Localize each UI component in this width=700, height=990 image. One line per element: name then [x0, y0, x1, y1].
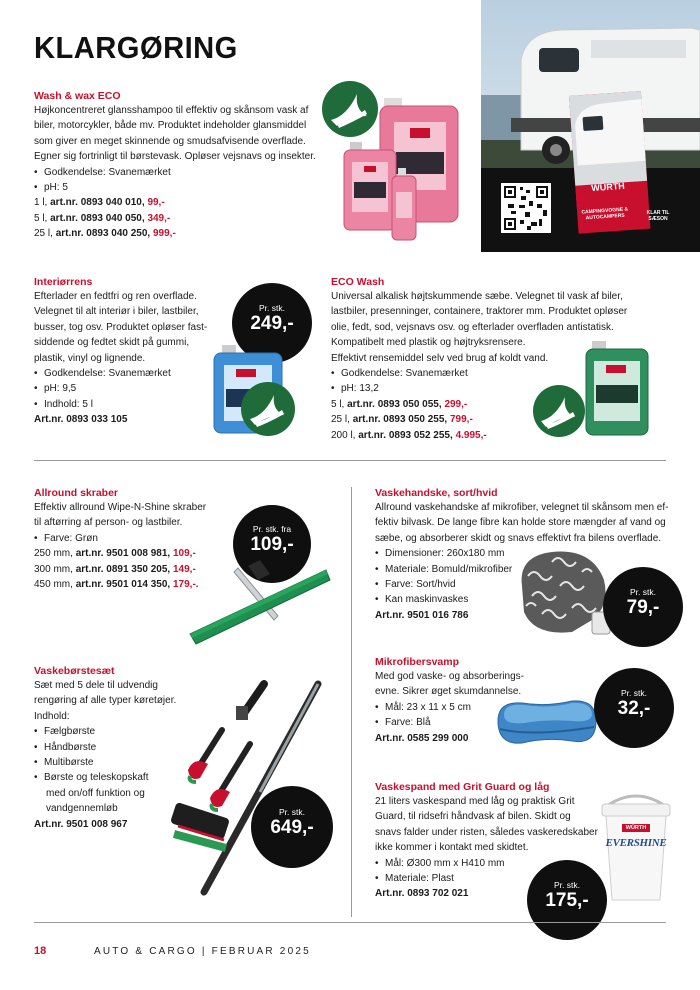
desc-line: olie, fedt, sod, vejsnavs osv. og efterlader overfladen antistatisk.	[331, 321, 614, 333]
desc-line: plastik, vinyl og lignende.	[34, 352, 146, 364]
product-wash-wax	[34, 89, 316, 242]
variant-row: 5 l, art.nr. 0893 040 050, 349,-	[34, 212, 171, 224]
bullet: • Farve: Sort/hvid	[375, 577, 668, 592]
price-badge	[594, 668, 674, 748]
desc-line: som giver en meget skinnende og smudsafvisende overflade.	[34, 135, 306, 147]
bullet: • Godkendelse: Svanemærket	[34, 366, 207, 381]
desc-line: Efterlader en fedtfri og ren overflade.	[34, 291, 197, 302]
bullet: • Håndbørste	[34, 740, 176, 755]
product-title: Vaskehandske, sort/hvid	[375, 487, 498, 499]
price-label: Pr. stk.	[259, 303, 285, 313]
product-title: Vaskespand med Grit Guard og låg	[375, 781, 550, 793]
variant-row: 300 mm, art.nr. 0891 350 205, 149,-	[34, 563, 196, 575]
desc-line: til aftørring af person- og lastbiler.	[34, 517, 183, 529]
desc-line: Egner sig fortrinligt til børstevask. Opløser vejsnavs og insekter.	[34, 151, 316, 163]
price-value: 32,-	[617, 698, 651, 719]
bullet: • Farve: Grøn	[34, 531, 206, 546]
product-skraber	[34, 486, 206, 592]
desc-line: Velegnet til alt interiør i biler, lastbiler,	[34, 306, 199, 318]
product-borstesaet	[34, 664, 176, 832]
product-title: Allround skraber	[34, 487, 119, 499]
wash-mitt-image	[512, 546, 612, 636]
product-title: Interiørrens	[34, 276, 93, 288]
desc-line: Effektiv allround Wipe-N-Shine skraber	[34, 502, 207, 513]
desc-line: lastbiler, presenninger, containere, traktorer mm. Produktet opløser	[331, 306, 628, 318]
product-title: ECO Wash	[331, 276, 385, 288]
bullet: • pH: 5	[34, 180, 316, 195]
article-number: Art.nr. 0893 033 105	[34, 414, 128, 426]
variant-row: 25 l, art.nr. 0893 050 255, 799,-	[331, 414, 473, 426]
bullet: • Multibørste	[34, 755, 176, 770]
promo-brand: WÜRTH	[590, 180, 626, 194]
bullet: • Dimensioner: 260x180 mm	[375, 546, 668, 561]
article-number: Art.nr. 0585 299 000	[375, 732, 469, 744]
bullet-continued: med on/off funktion og	[46, 787, 145, 799]
variant-row: 1 l, art.nr. 0893 040 010, 99,-	[34, 197, 165, 209]
price-label: Pr. stk.	[279, 807, 305, 817]
price-label: Pr. stk.	[554, 880, 580, 890]
eco-wash-canister-image	[584, 341, 650, 437]
variant-row: 25 l, art.nr. 0893 040 250, 999,-	[34, 228, 176, 240]
promo-booklet-title: CAMPINGVOGNE & AUTOCAMPERS	[581, 206, 629, 222]
variant-row: 5 l, art.nr. 0893 050 055, 299,-	[331, 398, 468, 410]
footer-text: AUTO & CARGO | FEBRUAR 2025	[94, 946, 311, 957]
desc-line: Universal alkalisk højtskummende sæbe. Velegnet til vask af biler,	[331, 291, 623, 302]
page-number: 18	[34, 945, 47, 957]
price-value: 79,-	[626, 597, 660, 618]
desc-line: rengøring af alle typer køretøjer.	[34, 695, 177, 707]
swan-ecolabel-icon	[532, 384, 586, 438]
bucket-brand: EVERSHINE	[605, 837, 667, 849]
price-value: 249,-	[250, 313, 294, 334]
bullet: • pH: 13,2	[331, 381, 627, 396]
price-label: Pr. stk. fra	[252, 524, 292, 534]
bucket-maker: WÜRTH	[625, 825, 647, 831]
bullet-continued: vandgennemløb	[46, 803, 118, 815]
desc-line: Guard, til ridsefri håndvask af bilen. Skidt og	[375, 811, 571, 823]
price-label: Pr. stk.	[630, 587, 656, 597]
section-divider	[34, 460, 666, 461]
bullet: • Fælgbørste	[34, 724, 176, 739]
desc-line: evne. Sikrer øget skumdannelse.	[375, 686, 522, 698]
price-value: 649,-	[270, 817, 314, 838]
desc-line: sæbe, og absorberer skidt og snavs effektivt fra bilens overflade.	[375, 532, 662, 544]
price-value: 109,-	[250, 534, 294, 555]
desc-line: ikke kommer i kontakt med skidtet.	[375, 842, 529, 854]
product-title: Vaskebørstesæt	[34, 665, 115, 677]
variant-row: 200 l, art.nr. 0893 052 255, 4.995,-	[331, 429, 487, 441]
product-title: Mikrofibersvamp	[375, 656, 460, 668]
product-interior	[34, 275, 207, 428]
desc-line: Sæt med 5 dele til udvendig	[34, 680, 158, 691]
bullet: • Godkendelse: Svanemærket	[34, 165, 316, 180]
desc-line: snavs falder under risten, således vaskeredskaber	[375, 826, 598, 838]
desc-line: Højkoncentreret glansshampoo til effektiv og skånsom vask af	[34, 105, 309, 116]
bullet: • Mål: 23 x 11 x 5 cm	[375, 700, 524, 715]
desc-line: Med god vaske- og absorberings-	[375, 671, 524, 682]
footer-divider	[34, 922, 666, 923]
bullet: • Godkendelse: Svanemærket	[331, 366, 627, 381]
bullet: • Mål: Ø300 mm x H410 mm	[375, 856, 598, 871]
promo-booklet-tag: KLAR TIL SÆSON	[646, 210, 670, 222]
bullet: • pH: 9,5	[34, 381, 207, 396]
bullet: • Farve: Blå	[375, 715, 524, 730]
price-badge	[527, 860, 607, 940]
swan-ecolabel-icon	[240, 381, 296, 437]
price-value: 175,-	[545, 890, 589, 911]
bullet: • Materiale: Plast	[375, 871, 598, 886]
article-number: Art.nr. 9501 016 786	[375, 609, 469, 621]
bullet: • Indhold: 5 l	[34, 397, 207, 412]
desc-line: fektiv bilvask. De lange fibre kan holde store mængder af vand og	[375, 517, 666, 529]
desc-line: biler, motorcykler, både mv. Produktet indeholder glansmiddel	[34, 120, 307, 132]
price-badge	[251, 786, 333, 868]
desc-line: Effektivt rensemiddel selv ved brug af koldt vand.	[331, 352, 549, 364]
variant-row: 450 mm, art.nr. 9501 014 350, 179,-.	[34, 579, 199, 591]
product-title: Wash & wax ECO	[34, 90, 121, 102]
microfiber-sponge-image	[492, 693, 602, 753]
article-number: Art.nr. 0893 702 021	[375, 888, 469, 900]
squeegee-image	[186, 560, 332, 648]
bullet: • Materiale: Bomuld/mikrofiber	[375, 562, 668, 577]
price-badge	[603, 567, 683, 647]
desc-line: Allround vaskehandske af mikrofiber, velegnet til skånsom men ef-	[375, 502, 669, 513]
desc-line: busser, tog osv. Produktet opløser fast-	[34, 321, 208, 333]
bullet: • Kan maskinvaskes	[375, 592, 668, 607]
desc-line: 21 liters vaskespand med låg og praktisk Grit	[375, 796, 575, 807]
desc-line: siddende og fedtet skidt på gummi,	[34, 337, 190, 349]
article-number: Art.nr. 9501 008 967	[34, 818, 128, 830]
wash-wax-canisters-image	[340, 92, 470, 242]
page-title: KLARGØRING	[34, 30, 238, 65]
desc-line: Indhold:	[34, 710, 70, 722]
variant-row: 250 mm, art.nr. 9501 008 981, 109,-	[34, 548, 196, 560]
price-label: Pr. stk.	[621, 688, 647, 698]
bullet: • Børste og teleskopskaft	[34, 770, 176, 785]
column-divider	[351, 487, 352, 917]
promo-image[interactable]	[481, 0, 700, 252]
desc-line: Kompatibelt med plastik og højtryksrensere.	[331, 337, 526, 349]
